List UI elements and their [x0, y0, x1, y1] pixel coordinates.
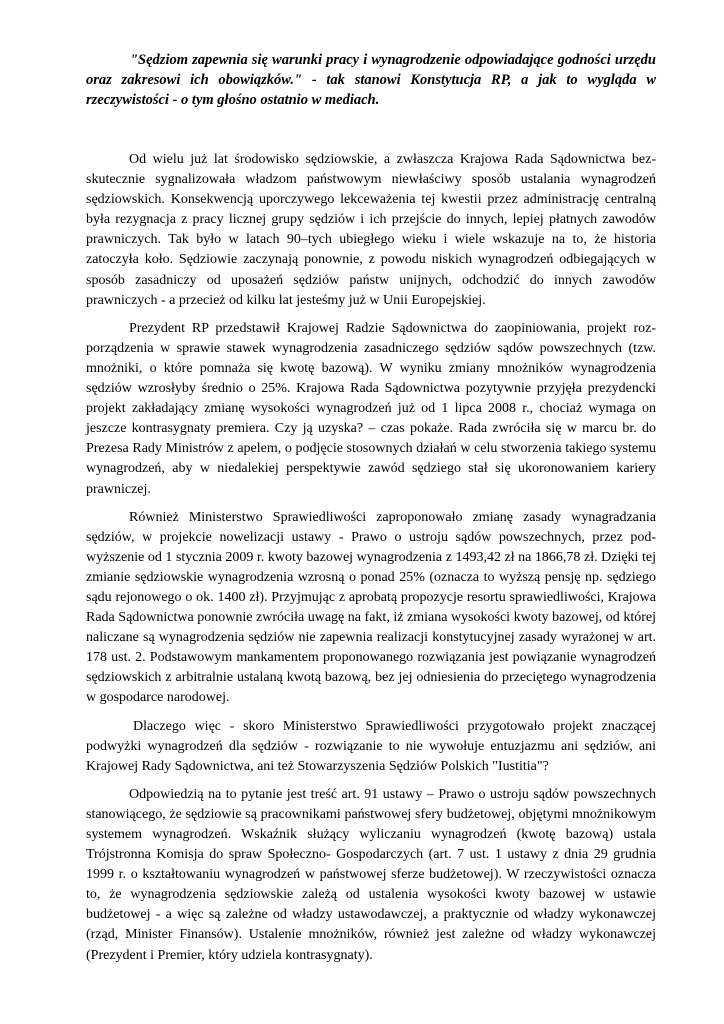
lead-quote: "Sędziom zapewnia się warunki pracy i wynagrodzenie odpowiadające godności urzędu oraz zakresowi ich obowiązków." - tak stanowi Konstytucja RP, a jak to wygląda w rzeczywistości - o tym głośno ostatnio w mediach.: [86, 52, 656, 108]
paragraph-1: Od wielu już lat środowisko sędziowskie, a zwłaszcza Krajowa Rada Sądownictwa bezskutecznie sygnalizowała władzom państwowym niewłaściwy sposób ustalania wynagrodzeń sędziowskich. Konsekwencją uporczywego lekceważenia tej kwestii przez administrację centralną była rezygnacja z pracy licznej grupy sędziów i ich przejście do innych, lepiej płatnych zawodów prawniczych. Tak było w latach 90–tych ubiegłego wieku i wiele wskazuje na to, że historia zatoczyła koło. Sędziowie zaczynają ponownie, z powodu niskich wynagrodzeń odbiegających w sposób zasadniczy od uposażeń sędziów państw unijnych, odchodzić do innych zawodów prawniczych - a przecież od kilku lat jesteśmy już w Unii Europejskiej.: [86, 152, 656, 308]
paragraph-5: Odpowiedzią na to pytanie jest treść art. 91 ustawy – Prawo o ustroju sądów powszechnych stanowiącego, że sędziowie są pracownikami państwowej sfery budżetowej, objętymi mnożnikowym systemem wynagrodzeń. Wskaźnik służący wyliczaniu wynagrodzeń (kwotę bazową) ustala Trójstronna Komisja do spraw Społeczno- Gospodarczych (art. 7 ust. 1 ustawy z dnia 29 grudnia 1999 r. o kształtowaniu wynagrodzeń w państwowej sferze budżetowej). W rzeczywistości oznacza to, że wynagrodzenia sędziowskie zależą od ustalenia wysokości kwoty bazowej w ustawie budżetowej - a więc są zależne od władzy ustawodawczej, a praktycznie od władzy wykonawczej (rząd, Minister Finansów). Ustalenie mnożników, również jest zależne od władzy wykonawczej (Prezydent i Premier, który udziela kontrasygnaty).: [86, 786, 656, 963]
document-page: [86, 50, 656, 966]
paragraph-2: Prezydent RP przedstawił Krajowej Radzie Sądownictwa do zaopiniowania, projekt rozporządzenia w sprawie stawek wynagrodzenia zasadniczego sędziów sądów powszechnych (tzw. mnożniki, o które pomnaża się kwotę bazową). W wyniku zmiany mnożników wynagrodzenia sędziów wzrosłyby średnio o 25%. Krajowa Rada Sądownictwa pozytywnie przyjęła prezydencki projekt zakładający zmianę wysokości wynagrodzeń już od 1 lipca 2008 r., chociaż wymaga on jeszcze kontrasygnaty premiera. Czy ją uzyska? – czas pokaże. Rada zwróciła się w marcu br. do Prezesa Rady Ministrów z apelem, o podjęcie stosownych działań w celu stworzenia takiego systemu wynagrodzeń, aby w niedalekiej perspektywie zawód sędziego stał się ukoronowaniem kariery prawniczej.: [86, 320, 656, 497]
paragraph-4: Dlaczego więc - skoro Ministerstwo Sprawiedliwości przygotowało projekt znaczącej podwyżki wynagrodzeń dla sędziów - rozwiązanie to nie wywołuje entuzjazmu ani sędziów, ani Krajowej Rady Sądownictwa, ani też Stowarzyszenia Sędziów Polskich "Iustitia"?: [86, 718, 656, 774]
paragraph-3: Również Ministerstwo Sprawiedliwości zaproponowało zmianę zasady wynagradzania sędziów, w projekcie nowelizacji ustawy - Prawo o ustroju sądów powszechnych, przez podwyższenie od 1 stycznia 2009 r. kwoty bazowej wynagrodzenia z 1493,42 zł na 1866,78 zł. Dzięki tej zmianie sędziowskie wynagrodzenia wzrosną o ponad 25% (oznacza to wyższą pensję np. sędziego sądu rejonowego o ok. 1400 zł). Przyjmując z aprobatą propozycje resortu sprawiedliwości, Krajowa Rada Sądownictwa ponownie zwróciła uwagę na fakt, iż zmiana wysokości kwoty bazowej, od której naliczane są wynagrodzenia sędziów nie zapewnia realizacji konstytucyjnej zasady wyrażonej w art. 178 ust. 2. Podstawowym mankamentem proponowanego rozwiązania jest powiązanie wynagrodzeń sędziowskich z arbitralnie ustalaną kwotą bazową, bez jej odniesienia do przeciętego wynagrodzenia w gospodarce narodowej.: [86, 509, 656, 706]
